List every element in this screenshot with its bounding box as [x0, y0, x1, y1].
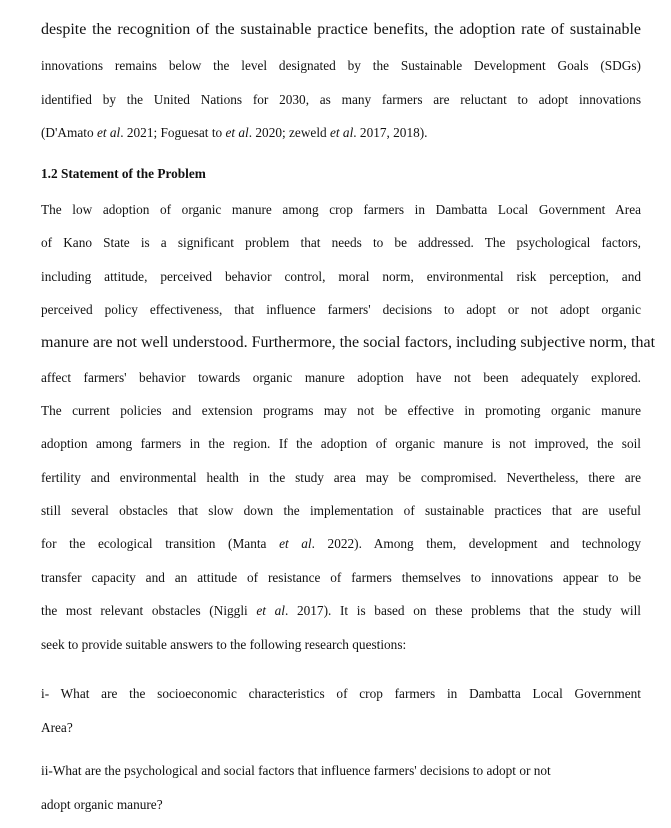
et-al: et al: [96, 125, 121, 140]
paragraph2-line-8: adoption among farmers in the region. If the adoption of organic manure is not improved, the soil: [41, 436, 641, 451]
citation-text: (D'Amato: [41, 125, 97, 140]
paragraph2-line-1: The low adoption of organic manure among crop farmers in Dambatta Local Government Area: [41, 202, 641, 217]
et-al: et al: [279, 536, 312, 551]
question-1-line-2: Area?: [41, 720, 73, 735]
paragraph2-line-4: perceived policy effectiveness, that influence farmers' decisions to adopt or not adopt organic: [41, 302, 641, 317]
et-al: et al: [225, 125, 249, 140]
paragraph2-line-13: [41, 603, 641, 619]
paragraph2-line-6: affect farmers' behavior towards organic manure adoption have not been adequately explored.: [41, 370, 641, 385]
et-al: et al: [330, 125, 354, 140]
paragraph2-line-7: The current policies and extension programs may not be effective in promoting organic manure: [41, 403, 641, 418]
citation-text: . 2017). It is based on these problems that the study will: [285, 603, 642, 618]
question-2-line-2: adopt organic manure?: [41, 797, 163, 812]
paragraph2-line-10: still several obstacles that slow down the implementation of sustainable practices that are useful: [41, 503, 641, 518]
citation-text: . 2020; zeweld: [248, 125, 330, 140]
paragraph1-line-1: despite the recognition of the sustainable practice benefits, the adoption rate of sustainable: [41, 21, 641, 38]
paragraph1-line-2: innovations remains below the level designated by the Sustainable Development Goals (SDGs): [41, 58, 641, 73]
citation-text: . 2017, 2018).: [353, 125, 428, 140]
paragraph1-line-3: identified by the United Nations for 2030, as many farmers are reluctant to adopt innovations: [41, 92, 641, 107]
citation-text: . 2021; Foguesat to: [120, 125, 226, 140]
paragraph2-line-3: including attitude, perceived behavior control, moral norm, environmental risk perception, and: [41, 269, 641, 284]
citation-text: the most relevant obstacles (Niggli: [41, 603, 257, 618]
citation-text: for the ecological transition (Manta: [41, 536, 280, 551]
question-2-line-1: ii-What are the psychological and social factors that influence farmers' decisions to adopt or not: [41, 763, 551, 778]
paragraph2-line-11: [41, 536, 641, 552]
paragraph2-line-14: seek to provide suitable answers to the following research questions:: [41, 637, 407, 652]
question-1-line-1: i- What are the socioeconomic characteristics of crop farmers in Dambatta Local Government: [41, 686, 641, 701]
section-heading: 1.2 Statement of the Problem: [41, 166, 206, 181]
et-al: et al: [256, 603, 285, 618]
paragraph1-line-4: [41, 125, 641, 141]
paragraph2-line-12: transfer capacity and an attitude of resistance of farmers themselves to innovations appear to be: [41, 570, 641, 585]
paragraph2-line-9: fertility and environmental health in the study area may be compromised. Nevertheless, there are: [41, 470, 641, 485]
paragraph2-line-2: of Kano State is a significant problem that needs to be addressed. The psychological factors,: [41, 235, 641, 250]
paragraph2-line-5: manure are not well understood. Furthermore, the social factors, including subjective norm, that: [41, 334, 656, 351]
citation-text: . 2022). Among them, development and technology: [311, 536, 641, 551]
